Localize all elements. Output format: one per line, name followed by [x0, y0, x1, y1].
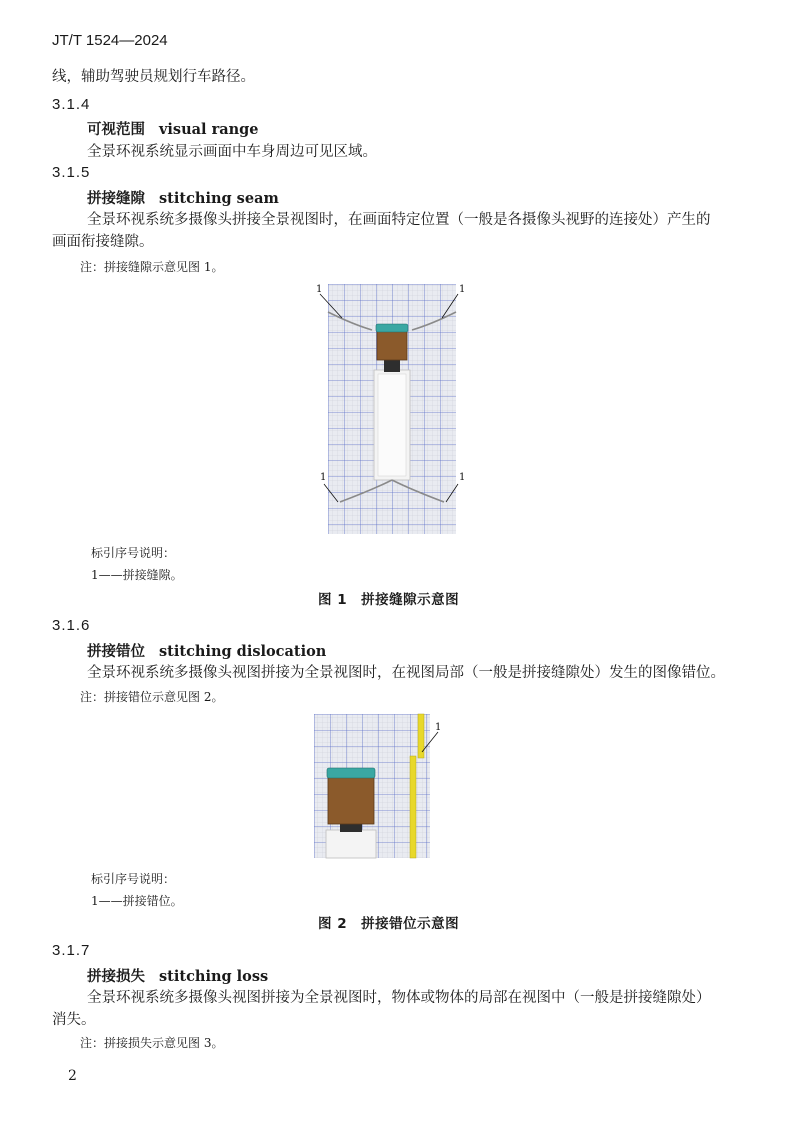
callout-1: 1 — [459, 284, 466, 295]
legend-item-figure-1: 1——拼接缝隙。 — [91, 568, 183, 582]
definition-stitching-dislocation: 全景环视系统多摄像头视图拼接为全景视图时，在视图局部（一般是拼接缝隙处）发生的图像错位。 — [87, 665, 725, 681]
legend-title-figure-2: 标引序号说明： — [91, 872, 176, 886]
legend-item-figure-2: 1——拼接错位。 — [91, 894, 183, 908]
figure-1-stitching-seam-diagram — [312, 280, 472, 536]
term-cn: 可视范围 — [87, 121, 145, 138]
term-cn: 拼接错位 — [87, 643, 145, 660]
callout-1: 1 — [435, 722, 442, 733]
figure-1-caption: 图 1 拼接缝隙示意图 — [318, 592, 460, 608]
definition-stitching-loss-line-1: 全景环视系统多摄像头视图拼接为全景视图时，物体或物体的局部在视图中（一般是拼接缝隙处） — [87, 990, 711, 1006]
standard-code: JT/T 1524—2024 — [52, 32, 168, 49]
section-number-3-1-7: 3.1.7 — [52, 942, 91, 959]
callout-1: 1 — [316, 284, 323, 295]
term-stitching-seam — [87, 187, 279, 208]
term-stitching-dislocation — [87, 640, 326, 661]
figure-2-stitching-dislocation-diagram — [312, 712, 452, 860]
page-number: 2 — [68, 1068, 77, 1084]
note-figure-3: 注：拼接损失示意见图 3。 — [80, 1036, 224, 1050]
figure-2-caption: 图 2 拼接错位示意图 — [318, 916, 460, 932]
term-en: stitching loss — [159, 968, 269, 985]
term-visual-range — [87, 118, 259, 139]
callout-1: 1 — [459, 472, 466, 483]
legend-title-figure-1: 标引序号说明： — [91, 546, 176, 560]
callout-1: 1 — [320, 472, 327, 483]
section-number-3-1-4: 3.1.4 — [52, 96, 91, 113]
section-number-3-1-5: 3.1.5 — [52, 164, 91, 181]
term-en: stitching seam — [159, 190, 279, 207]
vehicle-top-view — [374, 324, 410, 480]
continued-paragraph: 线，辅助驾驶员规划行车路径。 — [52, 69, 255, 85]
vehicle-top-view — [326, 768, 376, 858]
term-en: stitching dislocation — [159, 643, 327, 660]
term-en: visual range — [159, 121, 259, 138]
note-figure-2: 注：拼接错位示意见图 2。 — [80, 690, 224, 704]
definition-visual-range: 全景环视系统显示画面中车身周边可见区域。 — [87, 144, 377, 160]
note-figure-1: 注：拼接缝隙示意见图 1。 — [80, 260, 224, 274]
definition-stitching-seam-line-1: 全景环视系统多摄像头拼接全景视图时，在画面特定位置（一般是各摄像头视野的连接处）产生的 — [87, 212, 711, 228]
term-cn: 拼接缝隙 — [87, 190, 145, 207]
definition-stitching-loss-line-2: 消失。 — [52, 1012, 96, 1028]
definition-stitching-seam-line-2: 画面衔接缝隙。 — [52, 234, 154, 250]
section-number-3-1-6: 3.1.6 — [52, 617, 91, 634]
term-cn: 拼接损失 — [87, 968, 145, 985]
term-stitching-loss — [87, 965, 268, 986]
